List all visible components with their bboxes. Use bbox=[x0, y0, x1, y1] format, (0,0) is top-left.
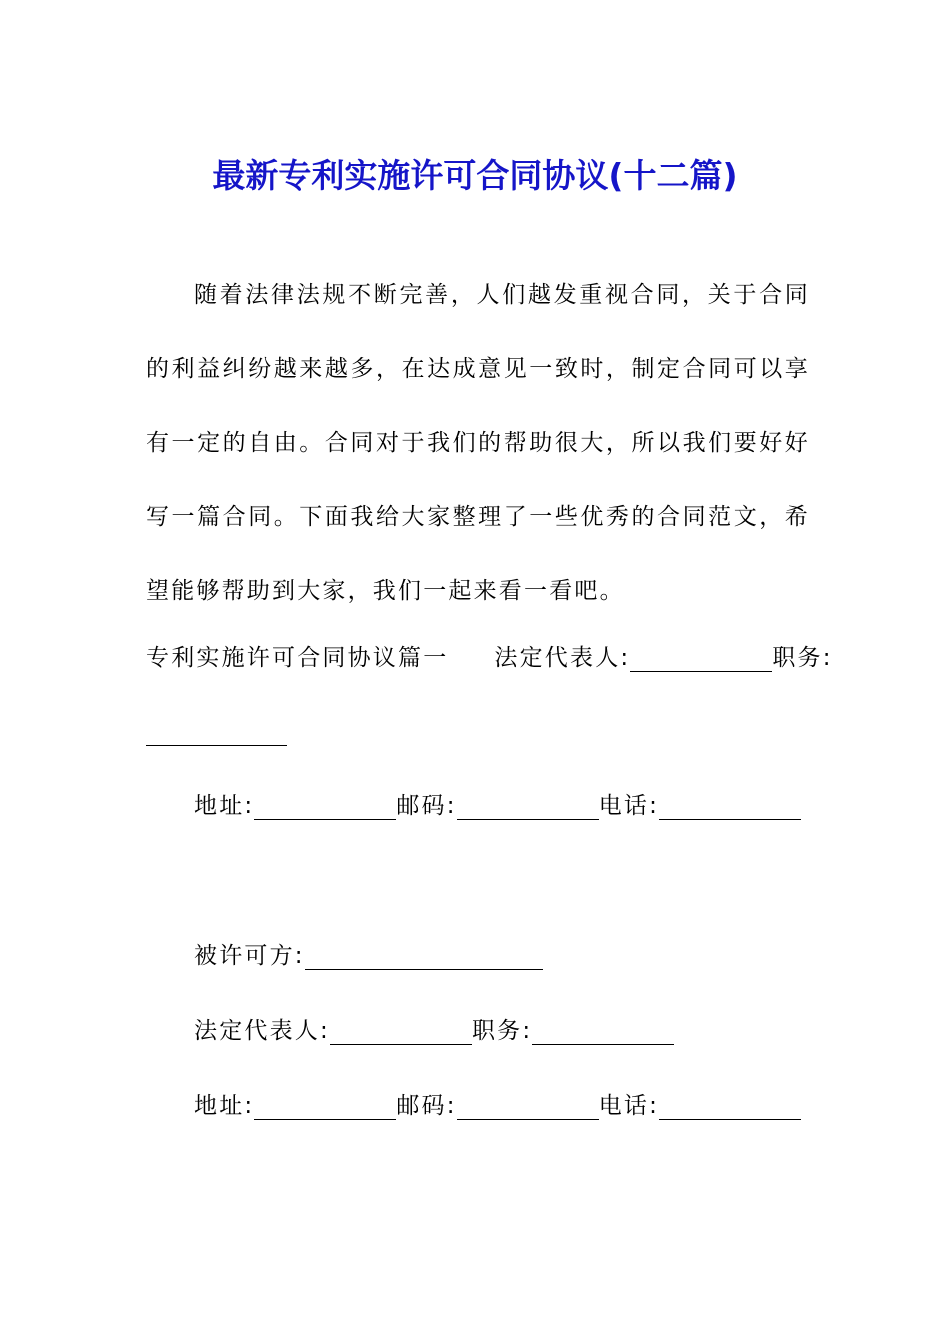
licensor-address-row bbox=[194, 786, 801, 826]
licensor-address-blank[interactable] bbox=[254, 791, 396, 820]
licensor-position-label: 职务: bbox=[772, 645, 833, 671]
licensee-party-row bbox=[194, 936, 543, 976]
licensor-address-label: 地址: bbox=[194, 793, 255, 819]
licensee-legal-rep-row bbox=[194, 1011, 674, 1051]
licensee-position-blank[interactable] bbox=[532, 1016, 674, 1045]
licensee-party-blank[interactable] bbox=[305, 941, 543, 970]
licensor-postcode-blank[interactable] bbox=[457, 791, 599, 820]
licensee-position-label: 职务: bbox=[471, 1018, 533, 1044]
licensee-party-label: 被许可方: bbox=[194, 943, 305, 969]
licensor-position-row bbox=[146, 712, 287, 752]
licensee-postcode-label: 邮码: bbox=[396, 1093, 457, 1119]
licensee-legal-rep-label: 法定代表人: bbox=[194, 1018, 330, 1044]
section-heading-row bbox=[146, 638, 833, 678]
licensee-postcode-blank[interactable] bbox=[457, 1091, 599, 1120]
licensor-postcode-label: 邮码: bbox=[396, 793, 457, 819]
page-title: 最新专利实施许可合同协议(十二篇) bbox=[212, 156, 738, 196]
licensee-phone-blank[interactable] bbox=[659, 1091, 801, 1120]
section-heading: 专利实施许可合同协议篇一 bbox=[146, 645, 449, 671]
licensee-legal-rep-blank[interactable] bbox=[330, 1016, 472, 1045]
intro-paragraph: 随着法律法规不断完善，人们越发重视合同，关于合同的利益纠纷越来越多，在达成意见一致时，制定合同可以享有一定的自由。合同对于我们的帮助很大，所以我们要好好写一篇合同。下面我给大家整理了一些优秀的合同范文，希望能够帮助到大家，我们一起来看一看吧。 bbox=[146, 282, 810, 604]
licensee-address-label: 地址: bbox=[194, 1093, 255, 1119]
licensor-position-blank[interactable] bbox=[146, 717, 287, 746]
licensee-address-row bbox=[194, 1086, 801, 1126]
licensor-legal-rep-blank[interactable] bbox=[630, 643, 772, 672]
licensor-phone-blank[interactable] bbox=[659, 791, 801, 820]
licensee-phone-label: 电话: bbox=[598, 1093, 660, 1119]
licensee-address-blank[interactable] bbox=[254, 1091, 396, 1120]
licensor-phone-label: 电话: bbox=[598, 793, 660, 819]
licensor-legal-rep-label: 法定代表人: bbox=[494, 645, 631, 671]
